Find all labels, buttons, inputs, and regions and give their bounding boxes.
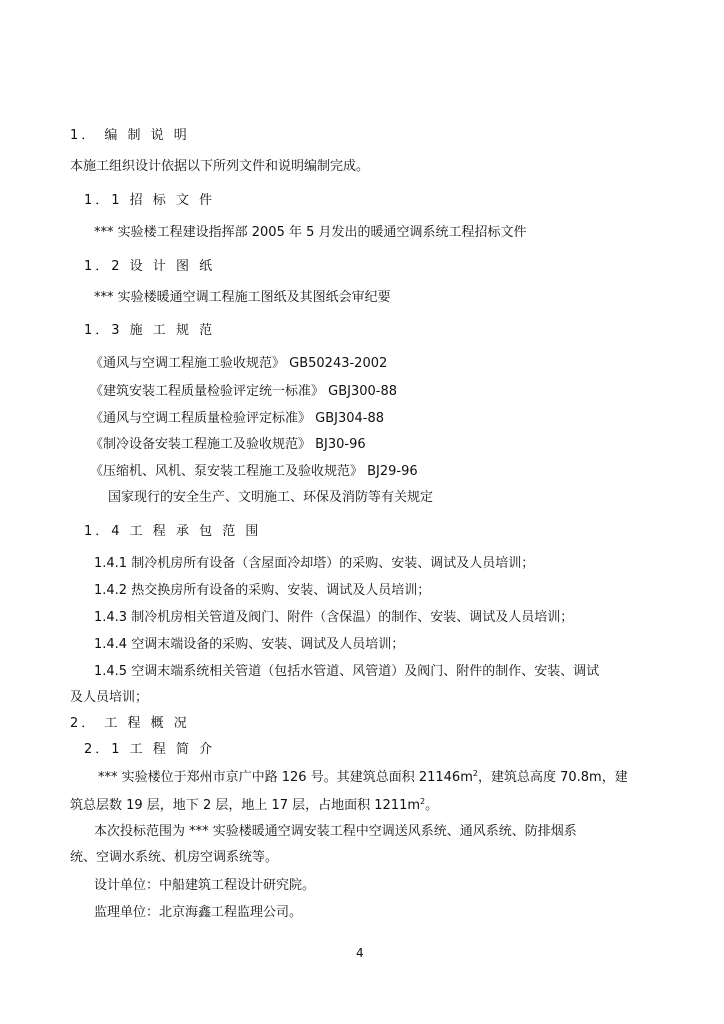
- section-1-1-heading: 1．1 招 标 文 件: [84, 193, 216, 208]
- standards-note: 国家现行的安全生产、文明施工、环保及消防等有关规定: [108, 490, 434, 505]
- standard-item: 《建筑安装工程质量检验评定统一标准》 GBJ300-88: [90, 384, 398, 399]
- overview-text: *** 实验楼位于郑州市京广中路 126 号。其建筑总面积 21146m: [98, 770, 473, 785]
- bid-scope-line-1: 本次投标范围为 *** 实验楼暖通空调安装工程中空调送风系统、通风系统、防排烟系: [94, 824, 577, 839]
- scope-item-continued: 及人员培训；: [70, 690, 149, 705]
- section-1-intro: 本施工组织设计依据以下所列文件和说明编制完成。: [70, 159, 370, 174]
- section-2-1-heading: 2．1 工 程 简 介: [84, 742, 216, 757]
- overview-text: 筑总层数 19 层，地下 2 层，地上 17 层，占地面积 1211m: [70, 798, 421, 813]
- scope-item: 1.4.1 制冷机房所有设备（含屋面冷却塔）的采购、安装、调试及人员培训；: [94, 556, 535, 571]
- section-2-heading: 2． 工 程 概 况: [70, 716, 190, 731]
- supervision-unit: 监理单位：北京海鑫工程监理公司。: [94, 905, 303, 920]
- section-1-4-heading: 1．4 工 程 承 包 范 围: [84, 524, 262, 539]
- overview-text: 。: [425, 798, 439, 813]
- standard-item: 《通风与空调工程施工验收规范》 GB50243-2002: [90, 356, 388, 371]
- standard-item: 《通风与空调工程质量检验评定标准》 GBJ304-88: [90, 411, 385, 426]
- section-1-2-heading: 1．2 设 计 图 纸: [84, 259, 216, 274]
- standard-item: 《压缩机、风机、泵安装工程施工及验收规范》 BJ29-96: [90, 464, 418, 479]
- scope-item: 1.4.4 空调末端设备的采购、安装、调试及人员培训；: [94, 637, 405, 652]
- bid-scope-line-2: 统、空调水系统、机房空调系统等。: [70, 850, 279, 865]
- scope-item: 1.4.2 热交换房所有设备的采购、安装、调试及人员培训；: [94, 583, 431, 598]
- section-1-heading: 1． 编 制 说 明: [70, 128, 190, 143]
- section-1-3-heading: 1．3 施 工 规 范: [84, 323, 216, 338]
- standard-item: 《制冷设备安装工程施工及验收规范》 BJ30-96: [90, 437, 366, 452]
- design-unit: 设计单位：中船建筑工程设计研究院。: [94, 878, 316, 893]
- overview-paragraph-line-1: [98, 770, 628, 786]
- scope-item: 1.4.5 空调末端系统相关管道（包括水管道、风管道）及阀门、附件的制作、安装、调试: [94, 664, 600, 679]
- section-1-2-text: *** 实验楼暖通空调工程施工图纸及其图纸会审纪要: [94, 290, 391, 305]
- overview-paragraph-line-2: [70, 798, 438, 814]
- section-1-1-text: *** 实验楼工程建设指挥部 2005 年 5 月发出的暖通空调系统工程招标文件: [94, 225, 527, 240]
- page-number: 4: [356, 946, 364, 960]
- overview-text: ，建筑总高度 70.8m，建: [477, 770, 628, 785]
- superscript: 2: [472, 769, 478, 778]
- superscript: 2: [420, 797, 426, 806]
- scope-item: 1.4.3 制冷机房相关管道及阀门、附件（含保温）的制作、安装、调试及人员培训；: [94, 610, 574, 625]
